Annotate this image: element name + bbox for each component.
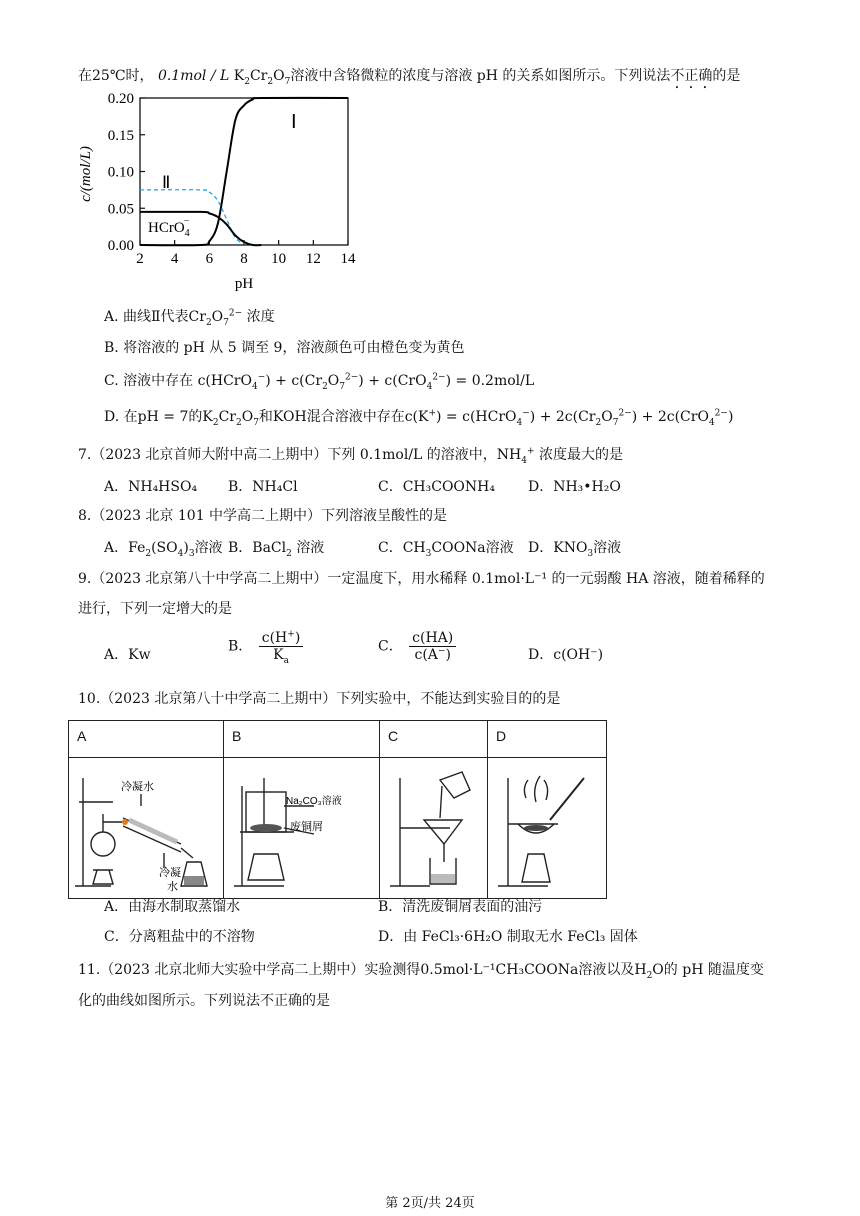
q11-stem-line2: 化的曲线如图所示。下列说法不正确的是 bbox=[78, 993, 330, 1009]
x-tick-label: 12 bbox=[305, 251, 321, 267]
apparatus-c-filtration bbox=[380, 758, 488, 899]
header-a: A bbox=[69, 721, 224, 758]
x-tick-label: 6 bbox=[205, 251, 214, 267]
apparatus-a-distillation bbox=[69, 758, 224, 899]
header-b: B bbox=[224, 721, 380, 758]
y-axis-label: c/(mol/L) bbox=[78, 146, 94, 202]
q6-option-d[interactable]: D. 在pH = 7的$K_2Cr_2O_7$和KOH混合溶液中存在c(K+) = c(HCrO$_4$−) + $2c(Cr_2O_7^{2-}) + 2c(CrO_4^{2-})$ bbox=[104, 408, 734, 428]
label-scrap: 废铜屑 bbox=[290, 821, 323, 833]
x-tick-label: 4 bbox=[170, 251, 179, 267]
concentration-ph-chart bbox=[76, 92, 366, 292]
q8-option-c[interactable]: C．$CH_3COONa$溶液 bbox=[378, 540, 514, 559]
apparatus-b-washing bbox=[224, 758, 380, 899]
q10-option-d[interactable]: D．由 FeCl₃·6H₂O 制取无水 FeCl₃ 固体 bbox=[378, 929, 638, 945]
q10-option-c[interactable]: C．分离粗盐中的不溶物 bbox=[104, 929, 255, 945]
label-na2co3: Na₂CO₃溶液 bbox=[286, 796, 342, 807]
series-line-2 bbox=[140, 190, 261, 245]
q8-option-b[interactable]: B．BaCl$_2$ 溶液 bbox=[228, 540, 325, 559]
fraction-h-over-ka: $\frac{c(H^+)}{K_a}$ bbox=[259, 630, 304, 663]
q9-stem-line2: 进行，下列一定增大的是 bbox=[78, 601, 232, 617]
q10-stem: 10.（2023 北京第八十中学高二上期中）下列实验中，不能达到实验目的的是 bbox=[78, 691, 561, 707]
fraction-ha-over-a: $\frac{c(HA)}{c(A^-)}$ bbox=[409, 630, 456, 663]
q9-stem-line1: 9.（2023 北京第八十中学高二上期中）一定温度下，用水稀释 0.1mol·L⁻¹ 的一元弱酸 HA 溶液，随着稀释的 bbox=[78, 571, 765, 587]
apparatus-d-evaporation bbox=[488, 758, 607, 899]
curve-2-label: Ⅱ bbox=[162, 173, 171, 192]
q7-stem: 7.（2023 北京首师大附中高二上期中）下列 0.1mol/L 的溶液中，$NH_4^+$ 浓度最大的是 bbox=[78, 446, 623, 466]
q10-option-b[interactable]: B．清洗废铜屑表面的油污 bbox=[378, 899, 543, 915]
q6-option-c[interactable]: C. 溶液中存在 c(HCrO$_4$−) + $c(Cr_2O_7^{2-}) + c(CrO_4^{2-}) = 0.2mol/L$ bbox=[104, 372, 535, 392]
x-tick-label: 2 bbox=[136, 251, 144, 267]
q7-option-d[interactable]: D．NH₃•H₂O bbox=[528, 479, 621, 495]
curve-1-label: Ⅰ bbox=[291, 112, 297, 133]
label-cond-water-in-1: 冷凝 bbox=[159, 867, 181, 879]
experiment-table bbox=[68, 720, 607, 899]
q9-option-a[interactable]: A．Kw bbox=[104, 647, 151, 663]
q7-option-b[interactable]: B．NH₄Cl bbox=[228, 479, 298, 495]
q9-option-b[interactable]: B． $\frac{c(H^+)}{K_a}$ bbox=[228, 630, 305, 663]
header-c: C bbox=[380, 721, 488, 758]
q6-option-a[interactable]: A. 曲线Ⅱ代表$Cr_2O_7^{2-}$ 浓度 bbox=[104, 308, 275, 328]
x-tick-label: 8 bbox=[240, 251, 248, 267]
q6-option-b[interactable]: B. 将溶液的 pH 从 5 调至 9，溶液颜色可由橙色变为黄色 bbox=[104, 340, 465, 356]
x-tick-label: 10 bbox=[271, 251, 287, 267]
y-tick-label: 0.05 bbox=[107, 201, 134, 218]
page-footer: 第 2页/共 24页 bbox=[385, 1196, 475, 1211]
q9-option-c[interactable]: C． $\frac{c(HA)}{c(A^-)}$ bbox=[378, 630, 458, 663]
q8-stem: 8.（2023 北京 101 中学高二上期中）下列溶液呈酸性的是 bbox=[78, 508, 448, 524]
q9-option-d[interactable]: D．c(OH⁻) bbox=[528, 647, 604, 663]
y-tick-label: 0.15 bbox=[107, 127, 134, 144]
x-axis-label: pH bbox=[234, 276, 254, 292]
q8-option-d[interactable]: D．$KNO_3$溶液 bbox=[528, 540, 622, 559]
q7-option-c[interactable]: C．CH₃COONH₄ bbox=[378, 479, 495, 495]
header-d: D bbox=[488, 721, 607, 758]
q7-option-a[interactable]: A．NH₄HSO₄ bbox=[104, 479, 198, 495]
x-tick-label: 14 bbox=[340, 251, 356, 267]
q11-stem-line1: 11.（2023 北京北师大实验中学高二上期中）实验测得0.5mol·L⁻¹CH₃COONa溶液以及$H_2O$的 pH 随温度变 bbox=[78, 962, 764, 981]
q8-option-a[interactable]: A．$Fe_2(SO_4)_3$溶液 bbox=[104, 540, 223, 559]
y-tick-label: 0.20 bbox=[107, 92, 134, 107]
y-tick-label: 0.00 bbox=[107, 238, 134, 254]
q10-option-a[interactable]: A．由海水制取蒸馏水 bbox=[104, 899, 241, 915]
y-tick-label: 0.10 bbox=[107, 164, 134, 181]
label-cond-water-in-2: 水 bbox=[167, 881, 178, 893]
curve-3-label: HCrO$_4$− bbox=[148, 216, 190, 239]
label-cond-water-out: 冷凝水 bbox=[121, 781, 154, 793]
question-intro: 在25℃时， 0.1mol / L $K_2Cr_2O_7$溶液中含铬微粒的浓度与溶液 pH 的关系如图所示。下列说法不正确的是 bbox=[78, 68, 741, 87]
